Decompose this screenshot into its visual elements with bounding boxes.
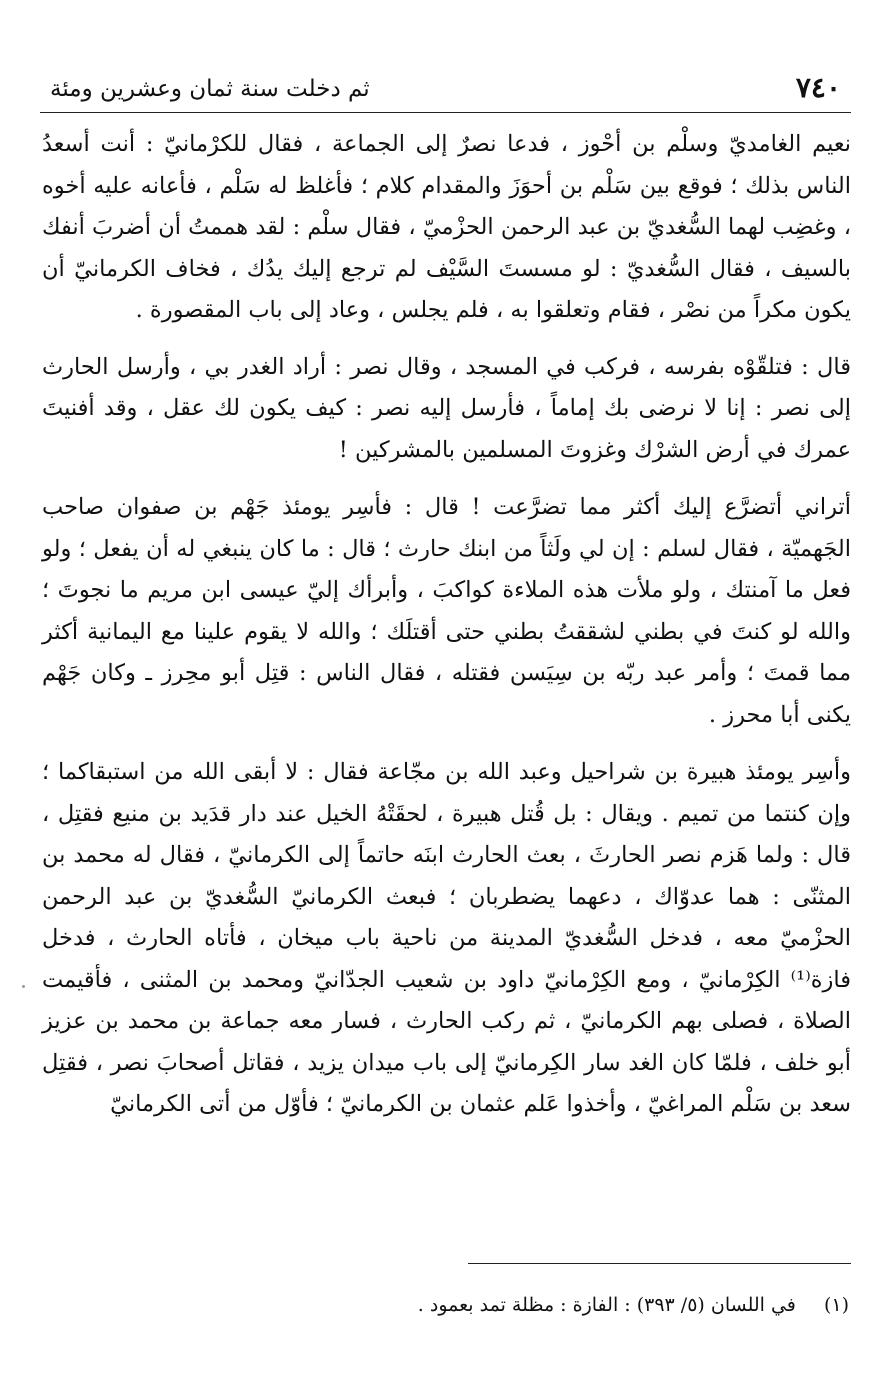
paragraph: وأسِر يومئذ هبيرة بن شراحيل وعبد الله بن مجّاعة فقال : لا أبقى الله من استبقاكما ؛ وإن كنتما من تميم . ويقال : بل قُتل هبيرة ، لحقَتْهُ الخيل عند دار قدَيد بن منيع فقتِل ، قال : ولما هَزم نصر الحارثَ ، بعث الحارث ابنَه حاتماً إلى الكرمانيّ ، فقال له محمد بن المثنّى : هما عدوّاك ، دعهما يضطربان ؛ فبعث الكرمانيّ السُّغديّ بن عبد الرحمن الحزْميّ معه ، فدخل السُّغديّ المدينة من ناحية باب ميخان ، فأتاه الحارث ، فدخل فازة⁽¹⁾ الكِرْمانيّ ، ومع الكِرْمانيّ داود بن شعيب الجدّانيّ ومحمد بن المثنى ، فأقيمت الصلاة ، فصلى بهم الكرمانيّ ، ثم ركب الحارث ، فسار معه جماعة بن محمد بن عزيز أبو خلف ، فلمّا كان الغد سار الكِرمانيّ إلى باب ميدان يزيد ، فقاتل أصحابَ نصر ، فقتِل سعد بن سَلْم المراغيّ ، وأخذوا عَلم عثمان بن الكرمانيّ ؛ فأوّل من أتى الكرمانيّ <box>42 759 851 1117</box>
page-number: ٧٤٠ <box>795 71 841 104</box>
paragraph: نعيم الغامديّ وسلْم بن أحْوز ، فدعا نصرٌ إلى الجماعة ، فقال للكرْمانيّ : أنت أسعدُ الناس بذلك ؛ فوقع بين سَلْم بن أحوَزَ والمقدام كلام ؛ فأغلظ له سَلْم ، فأعانه عليه أخوه ، وغضِب لهما السُّغديّ بن عبد الرحمن الحزْميّ ، فقال سلْم : لقد هممتُ أن أضربَ أنفك بالسيف ، فقال السُّغديّ : لو مسستَ السَّيْف لم ترجع إليك يدُك ، فخاف الكرمانيّ أن يكون مكراً من نصْر ، فقام وتعلقوا به ، فلم يجلس ، وعاد إلى باب المقصورة . <box>42 131 851 323</box>
paragraph: قال : فتلقّوْه بفرسه ، فركب في المسجد ، وقال نصر : أراد الغدر بي ، وأرسل الحارث إلى نصر : إنا لا نرضى بك إماماً ، فأرسل إليه نصر : كيف يكون لك عقل ، وقد أفنيتَ عمرك في أرض الشرْك وغزوتَ المسلمين بالمشركين ! <box>42 353 851 463</box>
footnote <box>42 1288 849 1322</box>
page-header <box>40 68 851 113</box>
scan-speck <box>22 985 25 988</box>
body-text <box>42 124 851 1126</box>
running-title: ثم دخلت سنة ثمان وعشرين ومئة <box>50 76 370 102</box>
footnote-text: في اللسان (٥/ ٣٩٣) : الفازة : مظلة تمد بعمود . <box>417 1294 796 1316</box>
footnote-number: (١) <box>823 1294 849 1316</box>
footnote-divider <box>468 1263 851 1264</box>
paragraph: أتراني أتضرَّع إليك أكثر مما تضرَّعت ! قال : فأسِر يومئذ جَهْم بن صفوان صاحب الجَهميّة ، فقال لسلم : إن لي ولَثاً من ابنك حارث ؛ قال : ما كان ينبغي له أن يفعل ؛ ولو فعل ما آمنتك ، ولو ملأت هذه الملاءة كواكبَ ، وأبرأك إليّ عيسى ابن مريم ما نجوتَ ؛ والله لو كنتَ في بطني لشققتُ بطني حتى أقتلَك ؛ والله لا يقوم علينا مع اليمانية أكثر مما قمتَ ؛ وأمر عبد ربّه بن سِيَسن فقتله ، فقال الناس : قتِل أبو محِرز ـ وكان جَهْم يكنى أبا محرز . <box>42 494 851 728</box>
